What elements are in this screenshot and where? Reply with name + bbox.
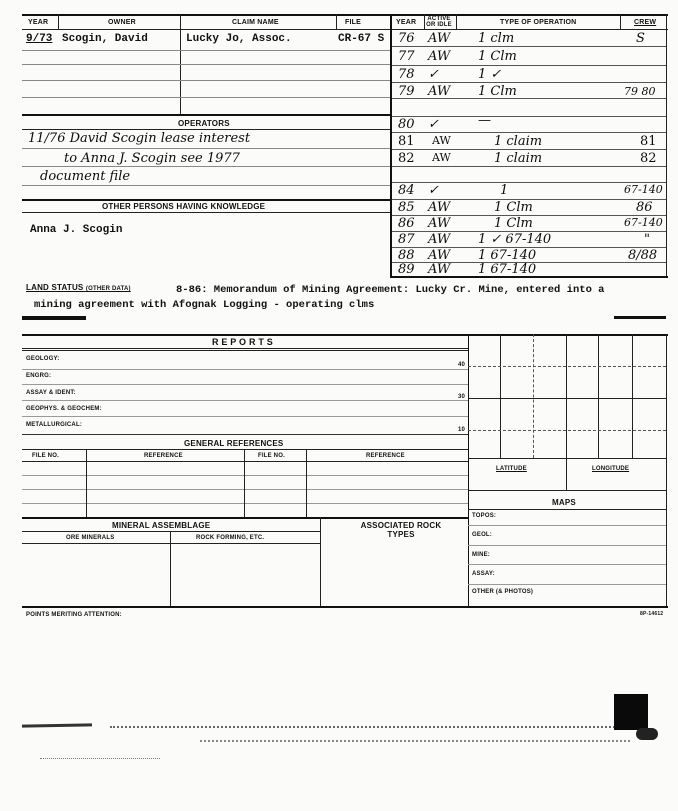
grid-line xyxy=(632,334,633,458)
log-type: 1 Clm xyxy=(478,84,517,99)
maps-row-rule xyxy=(468,545,666,546)
grid-line xyxy=(468,458,666,459)
operators-title: OPERATORS xyxy=(178,119,230,128)
scan-mark xyxy=(22,316,86,320)
header-active-idle: ACTIVE OR IDLE xyxy=(426,16,452,28)
col-sep xyxy=(456,14,457,30)
log-type: 1 ✓ xyxy=(478,67,502,82)
land-status-label-small: (OTHER DATA) xyxy=(85,286,131,292)
maps-other: OTHER (& PHOTOS) xyxy=(472,589,534,595)
gref-col: FILE NO. xyxy=(32,453,59,459)
blank-line xyxy=(22,80,390,81)
others-rule xyxy=(22,212,390,213)
col-sep xyxy=(620,14,621,30)
scan-artifact xyxy=(40,758,160,759)
log-status: AW xyxy=(428,262,451,277)
log-row-rule xyxy=(392,132,666,133)
blank-line xyxy=(22,148,390,149)
maps-assay: ASSAY: xyxy=(472,571,495,577)
gref-row xyxy=(22,475,468,476)
report-num: 40 xyxy=(458,362,466,368)
owner-year: 9/73 xyxy=(26,33,53,45)
gref-rule xyxy=(22,461,468,462)
scan-artifact xyxy=(200,740,630,742)
general-references-title: GENERAL REFERENCES xyxy=(184,439,284,448)
log-year: 87 xyxy=(398,232,415,247)
bottom-rule xyxy=(22,606,668,608)
maps-mine: MINE: xyxy=(472,552,490,558)
grid-dash xyxy=(533,334,534,458)
log-type: 1 Clm xyxy=(494,200,533,215)
land-status-label-text: LAND STATUS xyxy=(26,283,84,292)
maps-title: MAPS xyxy=(552,498,576,507)
gref-col: REFERENCE xyxy=(144,453,183,459)
longitude-label: LONGITUDE xyxy=(592,466,630,472)
top-border xyxy=(22,14,668,16)
maps-row-rule xyxy=(468,584,666,585)
report-label: ENGRG: xyxy=(26,373,52,379)
report-label: ASSAY & IDENT: xyxy=(26,390,76,396)
log-type: 1 clm xyxy=(478,31,515,46)
log-status: ✓ xyxy=(428,183,439,198)
registration-mark xyxy=(614,694,648,730)
grid-dash xyxy=(468,430,666,431)
gref-col: FILE NO. xyxy=(258,453,285,459)
report-row-rule xyxy=(22,434,468,435)
log-status: AW xyxy=(428,84,451,99)
blank-line xyxy=(22,97,390,98)
log-crew: S xyxy=(636,31,645,46)
operators-rule xyxy=(22,129,390,130)
col-sep xyxy=(58,14,59,30)
log-crew: 79 80 xyxy=(624,85,656,98)
report-row-rule xyxy=(22,400,468,401)
log-status: AW xyxy=(432,151,451,164)
log-crew: 86 xyxy=(636,200,653,215)
log-row-rule xyxy=(392,82,666,83)
header-year: YEAR xyxy=(28,19,49,26)
log-type: 1 ✓ 67-140 xyxy=(478,232,552,247)
grid-line xyxy=(468,398,666,399)
header-type-operation: TYPE OF OPERATION xyxy=(500,19,577,26)
log-type: 1 67-140 xyxy=(478,248,537,263)
log-crew: 67-140 xyxy=(624,183,663,196)
scan-artifact xyxy=(110,726,630,728)
log-year: 80 xyxy=(398,117,415,132)
mineral-col-sep xyxy=(320,517,321,607)
log-year: 89 xyxy=(398,262,415,277)
log-crew: 67-140 xyxy=(624,216,663,229)
log-status: AW xyxy=(432,134,451,147)
log-status: AW xyxy=(428,31,451,46)
right-grid-right xyxy=(666,334,667,606)
log-type: 1 67-140 xyxy=(478,262,537,277)
reports-title: R E P O R T S xyxy=(212,337,273,347)
grid-line xyxy=(598,334,599,458)
log-year: 88 xyxy=(398,248,415,263)
log-crew: 82 xyxy=(640,151,657,166)
others-value: Anna J. Scogin xyxy=(30,224,123,236)
mineral-col-sep xyxy=(170,531,171,607)
log-year: 81 xyxy=(398,134,415,149)
log-status: AW xyxy=(428,200,451,215)
log-year: 77 xyxy=(398,49,415,64)
scan-mark xyxy=(614,316,666,319)
reports-top xyxy=(22,334,668,336)
log-type: 1 xyxy=(500,183,509,198)
log-status: AW xyxy=(428,49,451,64)
log-year: 86 xyxy=(398,216,415,231)
reports-rule xyxy=(22,348,468,349)
grid-line xyxy=(566,334,567,458)
blank-line xyxy=(22,166,390,167)
maps-topos: TOPOS: xyxy=(472,513,497,519)
scan-artifact xyxy=(22,723,92,727)
blank-line xyxy=(22,64,390,65)
grid-line xyxy=(500,334,501,458)
gref-rule xyxy=(22,449,468,450)
land-status-line-2: mining agreement with Afognak Logging - operating clms xyxy=(34,299,375,311)
gref-col-sep xyxy=(86,449,87,517)
report-label: METALLURGICAL: xyxy=(26,422,83,428)
gref-row xyxy=(22,489,468,490)
log-crew: 81 xyxy=(640,134,657,149)
file-number: CR-67 S xyxy=(338,33,385,45)
log-status: ✓ xyxy=(428,117,439,132)
reports-rule xyxy=(22,350,468,351)
gref-col: REFERENCE xyxy=(366,453,405,459)
col-sep xyxy=(424,14,425,30)
log-row-rule xyxy=(392,65,666,66)
operators-bottom xyxy=(22,199,390,201)
col-sep xyxy=(336,14,337,30)
log-type: — xyxy=(478,113,491,128)
grid-dash xyxy=(468,366,666,367)
maps-row-rule xyxy=(468,564,666,565)
report-row-rule xyxy=(22,416,468,417)
report-label: GEOPHYS. & GEOCHEM: xyxy=(26,406,102,412)
report-label: GEOLOGY: xyxy=(26,356,60,362)
log-type: 1 Clm xyxy=(494,216,533,231)
log-year: 76 xyxy=(398,31,415,46)
log-row-rule xyxy=(392,166,666,167)
associated-rock-types: ASSOCIATED ROCK TYPES xyxy=(360,521,442,539)
right-grid-left xyxy=(468,334,469,606)
log-year: 84 xyxy=(398,183,415,198)
form-number: 8P-14612 xyxy=(640,611,664,617)
claim-name: Lucky Jo, Assoc. xyxy=(186,33,292,45)
ore-minerals-label: ORE MINERALS xyxy=(66,535,115,541)
log-row-rule xyxy=(392,149,666,150)
log-status: AW xyxy=(428,216,451,231)
gref-col-sep xyxy=(306,449,307,517)
log-type: 1 claim xyxy=(494,134,543,149)
log-type: 1 claim xyxy=(494,151,543,166)
log-status: AW xyxy=(428,232,451,247)
mineral-rule xyxy=(22,543,320,544)
maps-rule xyxy=(468,509,666,510)
latitude-label: LATITUDE xyxy=(496,466,527,472)
mineral-rule xyxy=(22,531,320,532)
log-right-border xyxy=(666,14,667,276)
gref-row xyxy=(22,503,468,504)
operators-line-1: 11/76 David Scogin lease interest xyxy=(28,131,251,146)
blank-line xyxy=(22,185,390,186)
header-owner: OWNER xyxy=(108,19,136,26)
land-status-line-1: 8-86: Memorandum of Mining Agreement: Lucky Cr. Mine, entered into a xyxy=(176,284,605,296)
log-year: 79 xyxy=(398,84,415,99)
rock-forming-label: ROCK FORMING, ETC. xyxy=(196,535,265,541)
log-year: 82 xyxy=(398,151,415,166)
log-status: ✓ xyxy=(428,67,439,82)
gref-bottom xyxy=(22,517,468,519)
maps-geol: GEOL: xyxy=(472,532,492,538)
header-file: FILE xyxy=(345,19,361,26)
report-row-rule xyxy=(22,384,468,385)
log-year: 85 xyxy=(398,200,415,215)
header-crew: CREW xyxy=(634,19,657,26)
maps-top-rule xyxy=(468,490,666,491)
coord-sep xyxy=(566,458,567,490)
land-status-label xyxy=(26,283,131,292)
log-status: AW xyxy=(428,248,451,263)
mineral-title: MINERAL ASSEMBLAGE xyxy=(112,521,211,530)
scan-artifact xyxy=(636,728,658,740)
maps-row-rule xyxy=(468,525,666,526)
log-type: 1 Clm xyxy=(478,49,517,64)
operators-line-3: document file xyxy=(40,169,131,184)
header-year-2: YEAR xyxy=(396,19,417,26)
header-rule xyxy=(22,29,668,30)
log-crew: 8/88 xyxy=(628,248,658,263)
owner-section-bottom xyxy=(22,114,390,116)
log-row-rule xyxy=(392,46,666,47)
gref-col-sep xyxy=(244,449,245,517)
points-meriting-attention: POINTS MERITING ATTENTION: xyxy=(26,612,122,618)
report-num: 10 xyxy=(458,427,466,433)
log-crew: " xyxy=(644,232,650,247)
log-year: 78 xyxy=(398,67,415,82)
header-claim-name: CLAIM NAME xyxy=(232,19,279,26)
operators-line-2: to Anna J. Scogin see 1977 xyxy=(64,151,240,166)
blank-line xyxy=(22,50,390,51)
owner-name: Scogin, David xyxy=(62,33,148,45)
log-left-border xyxy=(390,14,392,276)
report-row-rule xyxy=(22,369,468,370)
report-num: 30 xyxy=(458,394,466,400)
others-title: OTHER PERSONS HAVING KNOWLEDGE xyxy=(102,202,266,211)
